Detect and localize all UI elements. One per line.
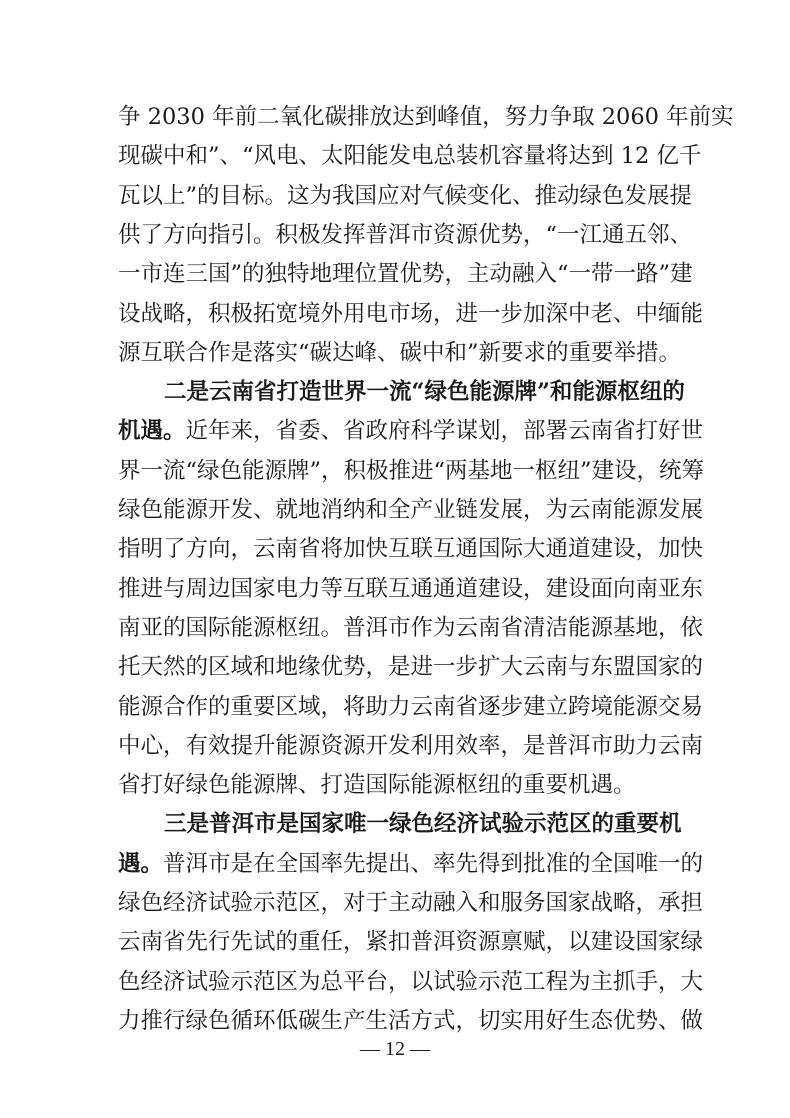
- paragraph-text: 瓦以上”的目标。这为我国应对气候变化、推动绿色发展提: [118, 182, 693, 209]
- paragraph-text: 普洱市是在全国率先提出、率先得到批准的全国唯一的: [163, 850, 704, 877]
- text-line: [118, 1004, 704, 1038]
- text-line: [118, 139, 702, 173]
- paragraph-text: 供了方向指引。积极发挥普洱市资源优势，“一江通五邻、: [118, 221, 693, 248]
- text-line: [118, 690, 704, 724]
- text-line: [118, 650, 704, 684]
- text-line: [118, 493, 704, 527]
- paragraph-text: 一市连三国”的独特地理位置优势，主动融入“一带一路”建: [118, 261, 693, 288]
- text-line: [118, 768, 674, 802]
- text-line: [118, 729, 704, 763]
- paragraph-text: 托天然的区域和地缘优势，是进一步扩大云南与东盟国家的: [118, 654, 704, 681]
- text-line: [118, 454, 705, 488]
- text-line: [118, 965, 704, 999]
- paragraph-text: 南亚的国际能源枢纽。普洱市作为云南省清洁能源基地，依: [118, 614, 704, 641]
- text-line: [118, 925, 704, 959]
- bold-heading-text: 二是云南省打造世界一流“绿色能源牌”和能源枢纽的: [164, 379, 685, 406]
- text-line: [118, 847, 704, 881]
- paragraph-text: 界一流“绿色能源牌”，积极推进“两基地一枢纽”建设，统筹: [118, 457, 705, 484]
- text-line: [118, 414, 704, 448]
- text-line: [118, 611, 704, 645]
- paragraph-text: 设战略，积极拓宽境外用电市场，进一步加深中老、中缅能: [118, 300, 704, 327]
- paragraph-text: 近年来，省委、省政府科学谋划，部署云南省打好世: [185, 418, 704, 445]
- text-line: [118, 218, 693, 252]
- bold-heading-text: 遇。: [118, 850, 164, 877]
- paragraph-text: 绿色能源开发、就地消纳和全产业链发展，为云南能源发展: [118, 497, 704, 523]
- paragraph-text: 色经济试验示范区为总平台，以试验示范工程为主抓手，大: [118, 968, 704, 995]
- paragraph-text: 现碳中和”、“风电、太阳能发电总装机容量将达到 12 亿千: [118, 143, 702, 170]
- paragraph-text: 指明了方向，云南省将加快互联互通国际大通道建设，加快: [118, 536, 704, 563]
- text-line: [118, 532, 704, 566]
- text-line: [118, 257, 693, 291]
- paragraph-text: 省打好绿色能源牌、打造国际能源枢纽的重要机遇。: [118, 772, 636, 799]
- page-number: — 12 —: [360, 1038, 430, 1060]
- text-line: [118, 297, 704, 331]
- text-line: [118, 807, 682, 841]
- bold-heading-text: 机遇。: [118, 418, 186, 445]
- paragraph-text: 云南省先行先试的重任，紧扣普洱资源禀赋，以建设国家绿: [118, 929, 704, 956]
- text-line: [118, 572, 704, 606]
- text-line: [118, 336, 682, 370]
- paragraph-text: 中心，有效提升能源资源开发利用效率，是普洱市助力云南: [118, 732, 704, 759]
- paragraph-text: 源互联合作是落实“碳达峰、碳中和”新要求的重要举措。: [118, 339, 682, 366]
- text-line: [118, 179, 693, 213]
- bold-heading-text: 三是普洱市是国家唯一绿色经济试验示范区的重要机: [164, 811, 682, 838]
- text-line: [118, 886, 704, 920]
- paragraph-text: 争 2030 年前二氧化碳排放达到峰值，努力争取 2060 年前实: [118, 104, 734, 130]
- text-line: [118, 100, 734, 134]
- paragraph-text: 能源合作的重要区域，将助力云南省逐步建立跨境能源交易: [118, 693, 704, 720]
- paragraph-text: 推进与周边国家电力等互联互通通道建设，建设面向南亚东: [118, 575, 704, 602]
- paragraph-text: 绿色经济试验示范区，对于主动融入和服务国家战略，承担: [118, 890, 704, 916]
- text-line: [118, 375, 685, 409]
- paragraph-text: 力推行绿色循环低碳生产生活方式，切实用好生态优势、做: [118, 1007, 704, 1034]
